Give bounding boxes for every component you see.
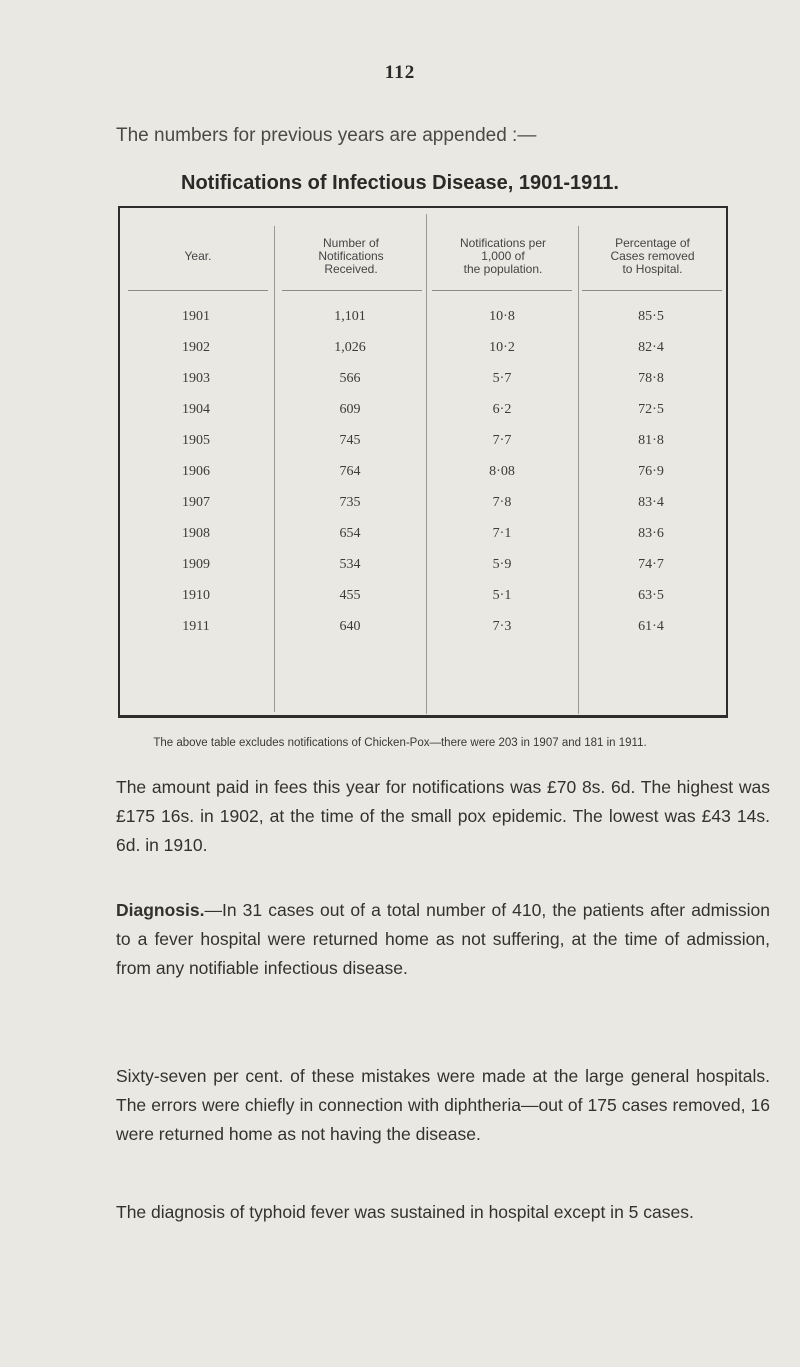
cell-notifications: 455: [339, 588, 361, 603]
cell-year: 1903: [182, 371, 210, 386]
table-row: [120, 365, 726, 396]
diagnosis-body: —In 31 cases out of a total number of 410, the patients after admission to a fever hospital were returned home as not suffering, at the time of admission, from any notifiable infectious disease.: [116, 900, 770, 978]
header-percentage: Percentage of Cases removed to Hospital.: [610, 235, 695, 276]
table-row: [120, 520, 726, 551]
cell-year: 1911: [182, 619, 210, 634]
intro-text: The numbers for previous years are appended :—: [116, 125, 537, 146]
header-per-thousand: Notifications per 1,000 of the population.: [459, 235, 547, 276]
cell-notifications: 640: [339, 619, 361, 634]
cell-year: 1905: [182, 433, 210, 448]
cell-percentage: 83·4: [638, 495, 664, 510]
cell-per-thousand: 6·2: [492, 402, 512, 417]
cell-year: 1902: [182, 340, 210, 355]
cell-per-thousand: 10·2: [489, 340, 515, 355]
cell-notifications: 566: [339, 371, 361, 386]
header-notifications: Number of Notifications Received.: [318, 235, 384, 276]
table-row: [120, 489, 726, 520]
cell-per-thousand: 10·8: [489, 309, 515, 324]
page-number: 112: [384, 62, 416, 83]
table-row: [120, 303, 726, 334]
table-row: [120, 458, 726, 489]
cell-percentage: 85·5: [638, 309, 664, 324]
cell-per-thousand: 7·7: [492, 433, 512, 448]
table-row: [120, 427, 726, 458]
cell-notifications: 735: [339, 495, 361, 510]
cell-per-thousand: 7·3: [492, 619, 512, 634]
cell-per-thousand: 5·1: [492, 588, 512, 603]
table-body: [120, 303, 726, 644]
header-year: Year.: [184, 248, 212, 263]
cell-per-thousand: 7·8: [492, 495, 512, 510]
table-row: [120, 396, 726, 427]
cell-notifications: 609: [339, 402, 361, 417]
table-row: [120, 551, 726, 582]
header-rule: [432, 290, 572, 291]
cell-notifications: 534: [339, 557, 361, 572]
cell-percentage: 63·5: [638, 588, 664, 603]
table-row: [120, 582, 726, 613]
fees-paragraph: The amount paid in fees this year for notifications was £70 8s. 6d. The highest was £175 16s. in 1902, at the time of the small pox epidemic. The lowest was £43 14s. 6d. in 1910.: [116, 777, 770, 855]
cell-notifications: 764: [339, 464, 361, 479]
cell-per-thousand: 8·08: [489, 464, 515, 479]
cell-notifications: 745: [339, 433, 361, 448]
cell-notifications: 1,101: [334, 309, 366, 324]
table-row: [120, 334, 726, 365]
cell-percentage: 72·5: [638, 402, 664, 417]
cell-percentage: 82·4: [638, 340, 664, 355]
cell-percentage: 83·6: [638, 526, 664, 541]
cell-percentage: 74·7: [638, 557, 664, 572]
cell-year: 1906: [182, 464, 210, 479]
cell-year: 1901: [182, 309, 210, 324]
header-rule: [582, 290, 722, 291]
mistakes-paragraph: Sixty-seven per cent. of these mistakes were made at the large general hospitals. The errors were chiefly in connection with diphtheria—out of 175 cases removed, 16 were returned home as not having the disease.: [116, 1066, 770, 1144]
cell-year: 1907: [182, 495, 210, 510]
cell-year: 1910: [182, 588, 210, 603]
cell-notifications: 1,026: [334, 340, 366, 355]
table-title: Notifications of Infectious Disease, 1901-1911.: [181, 172, 619, 194]
table-note: The above table excludes notifications of Chicken-Pox—there were 203 in 1907 and 181 in 1911.: [153, 737, 647, 749]
cell-per-thousand: 7·1: [492, 526, 512, 541]
cell-year: 1904: [182, 402, 210, 417]
diagnosis-heading: Diagnosis.: [116, 900, 205, 920]
cell-year: 1908: [182, 526, 210, 541]
diagnosis-paragraph: [116, 896, 770, 983]
typhoid-paragraph: The diagnosis of typhoid fever was sustained in hospital except in 5 cases.: [116, 1202, 694, 1222]
cell-per-thousand: 5·7: [492, 371, 512, 386]
cell-percentage: 76·9: [638, 464, 664, 479]
cell-percentage: 78·8: [638, 371, 664, 386]
header-rule: [282, 290, 422, 291]
header-rule: [128, 290, 268, 291]
cell-notifications: 654: [339, 526, 361, 541]
cell-percentage: 61·4: [638, 619, 664, 634]
cell-per-thousand: 5·9: [492, 557, 512, 572]
cell-percentage: 81·8: [638, 433, 664, 448]
table-row: [120, 613, 726, 644]
cell-year: 1909: [182, 557, 210, 572]
